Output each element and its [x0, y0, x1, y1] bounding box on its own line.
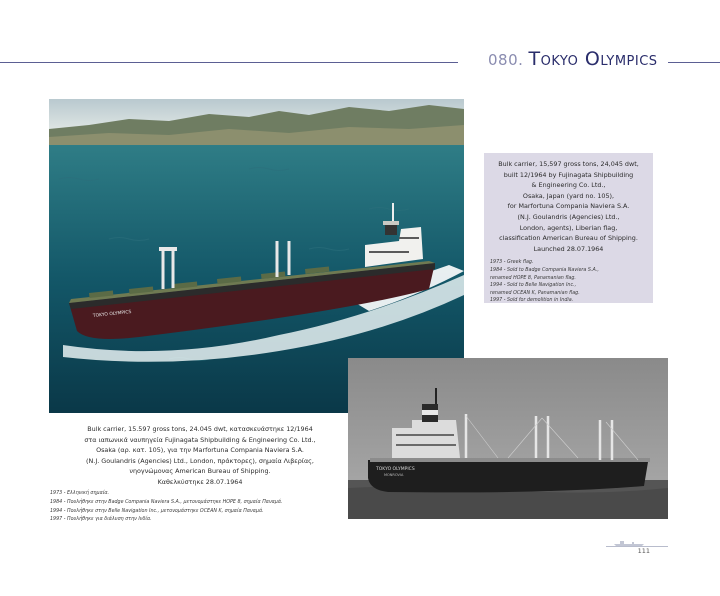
- color-photo-ship-name: TOKYO OLYMPICS: [92, 309, 132, 319]
- history-line: 1994 - Sold to Belle Navigation Inc.,: [490, 283, 577, 289]
- history-line: renamed HOPE 8, Panamanian flag.: [490, 275, 576, 281]
- description-line: & Engineering Co. Ltd.,: [531, 181, 606, 190]
- history-line: 1973 - Greek flag.: [490, 260, 534, 266]
- description-line: Launched 28.07.1964: [533, 244, 604, 253]
- description-line: classification American Bureau of Shipping.: [499, 234, 638, 243]
- description-line: Osaka, Japan (yard no. 105),: [522, 191, 615, 200]
- description-line: (N.J. Goulandris (Agencies) Ltd.,: [517, 212, 620, 221]
- bw-photo-ship-port: MONROVIA: [384, 473, 404, 477]
- history-line: 1984 - Sold to Badge Compania Naviera S.A.,: [490, 267, 599, 273]
- greek-history-line: 1984 - Πουλήθηκε στην Badge Compania Naviera S.A., μετονομάστηκε HOPE 8, σημαία Παναμά.: [50, 499, 283, 505]
- history-line: renamed OCEAN K, Panamanian flag.: [490, 290, 580, 296]
- description-line: Bulk carrier, 15,597 gross tons, 24,045 dwt,: [498, 160, 639, 168]
- greek-history: [50, 490, 283, 525]
- header-rule-left: [0, 62, 458, 63]
- greek-description-line: νηογνώμονας American Bureau of Shipping.: [129, 467, 271, 476]
- chapter-number: 080.: [488, 51, 524, 69]
- chapter-header: [488, 48, 658, 70]
- greek-history-line: 1973 - Ελληνική σημαία.: [50, 491, 110, 496]
- description-line: London, agents), Liberian flag,: [519, 223, 618, 232]
- english-description: [490, 159, 647, 254]
- page-number: 111: [637, 547, 650, 555]
- greek-description: [54, 424, 346, 488]
- greek-description-line: (N.J. Goulandris (Agencies) Ltd., London, πράκτορες), σημαία Λιβερίας,: [86, 456, 314, 465]
- bw-ship-photo: [348, 358, 668, 519]
- greek-history-line: 1994 - Πουλήθηκε στην Belle Navigation Inc., μετονομάστηκε OCEAN K, σημαία Παναμά.: [50, 508, 264, 514]
- chapter-title: Tokyo Olympics: [528, 48, 658, 70]
- bw-photo-ship-name: TOKYO OLYMPICS: [376, 467, 415, 472]
- greek-description-line: Bulk carrier, 15.597 gross tons, 24.045 dwt, κατασκευάστηκε 12/1964: [87, 425, 313, 433]
- header-rule-right: [668, 62, 720, 63]
- greek-history-line: 1997 - Πουλήθηκε για διάλυση στην Ινδία.: [50, 517, 152, 523]
- page-footer: [606, 538, 668, 554]
- greek-description-line: Osaka (αρ. κατ. 105), για την Marfortuna Compania Naviera S.A.: [96, 446, 304, 455]
- description-line: for Marfortuna Compania Naviera S.A.: [507, 202, 630, 211]
- greek-description-line: Καθελκύστηκε 28.07.1964: [157, 477, 243, 486]
- history-line: 1997 - Sold for demolition in India.: [490, 298, 574, 304]
- description-line: built 12/1964 by Fujinagata Shipbuilding: [503, 170, 634, 179]
- english-history: [490, 259, 647, 305]
- greek-description-line: στα ιαπωνικά ναυπηγεία Fujinagata Shipbuilding & Engineering Co. Ltd.,: [84, 435, 316, 444]
- english-info-box: [484, 153, 653, 303]
